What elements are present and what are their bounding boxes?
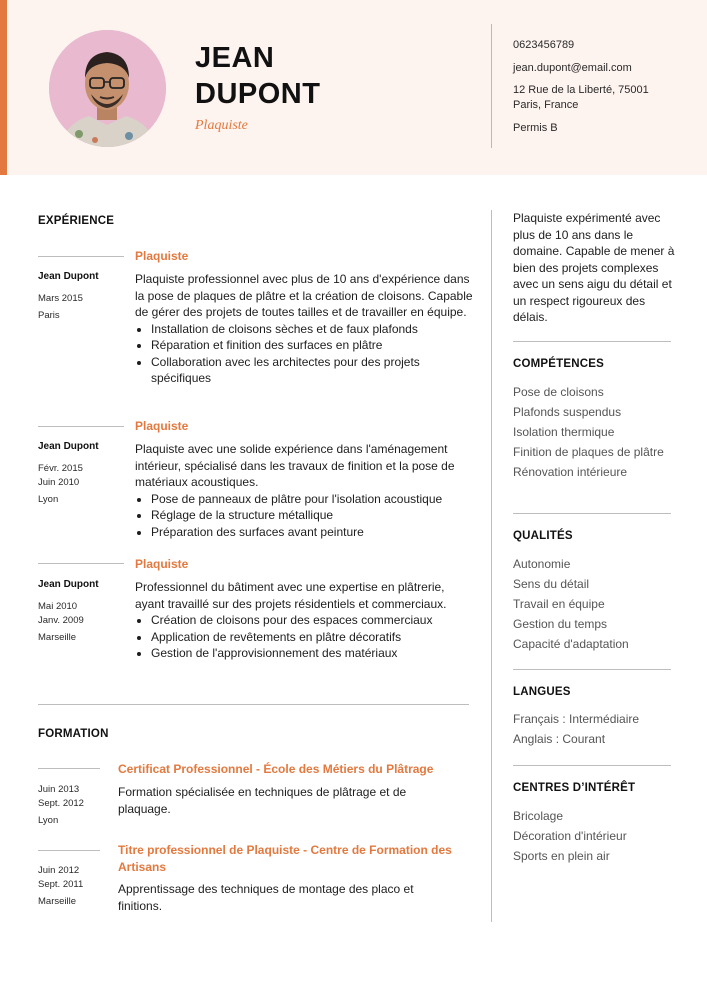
email: jean.dupont@email.com [513,62,632,74]
skills-list [513,384,673,484]
experience-title: Plaquiste [135,419,189,433]
accent-bar [0,0,7,175]
experience-description [135,271,475,387]
experience-location: Paris [38,310,60,321]
address [513,83,649,113]
quality-item: Autonomie [513,557,571,571]
education-description: Apprentissage des techniques de montage des placo et finitions. [118,882,414,913]
avatar [49,30,166,147]
skill-item: Isolation thermique [513,425,615,439]
section-divider [513,765,671,766]
experience-date-start: Janv. 2009 [38,614,84,626]
education-date-start: Sept. 2012 [38,797,84,809]
education-date-end: Juin 2012 [38,865,80,876]
qualities-list [513,556,673,656]
interest-item: Bricolage [513,809,564,823]
bullet-item: • Préparation des surfaces avant peinture [151,524,475,541]
education-date-start: Sept. 2011 [38,878,84,890]
experience-dates [38,462,83,489]
experience-date-end: Mai 2010 [38,601,78,612]
experience-bullets [135,612,475,662]
education-title: Certificat Professionnel - École des Métiers du Plâtrage [118,762,434,776]
qualities-heading: QUALITÉS [513,530,573,542]
profile-summary: Plaquiste expérimenté avec plus de 10 ans dans le domaine. Capable de mener à bien des projets complexes avec un sens aigu du détail et un respect rigoureux des délais. [513,211,675,324]
experience-title: Plaquiste [135,557,189,571]
education-divider [38,768,100,769]
first-name: JEAN [195,42,275,74]
experience-name: Jean Dupont [38,441,99,452]
bullet-item: • Gestion de l'approvisionnement des matériaux [151,645,475,662]
license: Permis B [513,122,558,134]
interests-heading: CENTRES D’INTÉRÊT [513,782,636,794]
education-location: Marseille [38,896,77,907]
education-description: Formation spécialisée en techniques de plâtrage et de plaquage. [118,785,407,816]
bullet-item: • Application de revêtements en plâtre décoratifs [151,629,475,646]
education-heading: FORMATION [38,728,109,740]
language-item: Anglais : Courant [513,732,606,746]
experience-divider [38,426,124,427]
skill-item: Rénovation intérieure [513,465,628,479]
address-line1: 12 Rue de la Liberté, 75001 [513,84,649,96]
language-item: Français : Intermédiaire [513,712,640,726]
experience-heading: EXPÉRIENCE [38,215,115,227]
experience-bullets [135,491,475,541]
skill-item: Finition de plaques de plâtre [513,445,664,459]
experience-summary: Plaquiste avec une solide expérience dans l'aménagement intérieur, spécialisé dans les travaux de finition et la pose de matériaux acoustiques. [135,442,455,489]
full-name [195,40,320,112]
interest-item: Décoration d'intérieur [513,829,627,843]
bullet-item: • Installation de cloisons sèches et de faux plafonds [151,321,475,338]
experience-date-end: Févr. 2015 [38,463,83,474]
experience-title: Plaquiste [135,249,189,263]
education-title: Titre professionnel de Plaquiste - Centre de Formation des Artisans [118,843,452,874]
skill-item: Pose de cloisons [513,385,604,399]
bullet-item: • Réglage de la structure métallique [151,507,475,524]
interest-item: Sports en plein air [513,849,610,863]
experience-date-start: Juin 2010 [38,476,80,488]
address-line2: Paris, France [513,99,579,111]
section-divider [513,669,671,670]
education-dates [38,864,83,891]
experience-date: Mars 2015 [38,293,83,304]
last-name: DUPONT [195,78,321,110]
experience-divider [38,563,124,564]
education-dates [38,783,84,810]
bullet-item: • Création de cloisons pour des espaces commerciaux [151,612,475,629]
job-title: Plaquiste [195,118,248,133]
languages-heading: LANGUES [513,686,571,698]
experience-description [135,441,475,540]
education-divider [38,850,100,851]
experience-summary: Professionnel du bâtiment avec une expertise en plâtrerie, ayant travaillé sur des projets résidentiels et commerciaux. [135,580,447,611]
experience-location: Lyon [38,494,59,505]
section-divider [513,513,671,514]
languages-list [513,711,673,751]
column-divider [491,210,492,922]
section-divider [38,704,469,705]
section-divider [513,341,671,342]
experience-divider [38,256,124,257]
education-location: Lyon [38,815,59,826]
experience-bullets [135,321,475,387]
experience-name: Jean Dupont [38,271,99,282]
quality-item: Gestion du temps [513,617,608,631]
bullet-item: • Pose de panneaux de plâtre pour l'isolation acoustique [151,491,475,508]
header-divider [491,24,492,148]
experience-dates [38,600,84,627]
experience-location: Marseille [38,632,77,643]
bullet-item: • Réparation et finition des surfaces en plâtre [151,337,475,354]
education-date-end: Juin 2013 [38,784,80,795]
phone: 0623456789 [513,39,575,51]
quality-item: Capacité d'adaptation [513,637,629,651]
experience-description [135,579,475,662]
experience-summary: Plaquiste professionnel avec plus de 10 ans d'expérience dans la pose de plaques de plâtre et la création de cloisons. Capable de gérer des projets de toutes tailles et de travailler en équipe. [135,272,473,319]
skill-item: Plafonds suspendus [513,405,622,419]
experience-name: Jean Dupont [38,579,99,590]
bullet-item: • Collaboration avec les architectes pour des projets spécifiques [151,354,475,387]
quality-item: Travail en équipe [513,597,605,611]
quality-item: Sens du détail [513,577,590,591]
interests-list [513,808,673,868]
skills-heading: COMPÉTENCES [513,358,605,370]
